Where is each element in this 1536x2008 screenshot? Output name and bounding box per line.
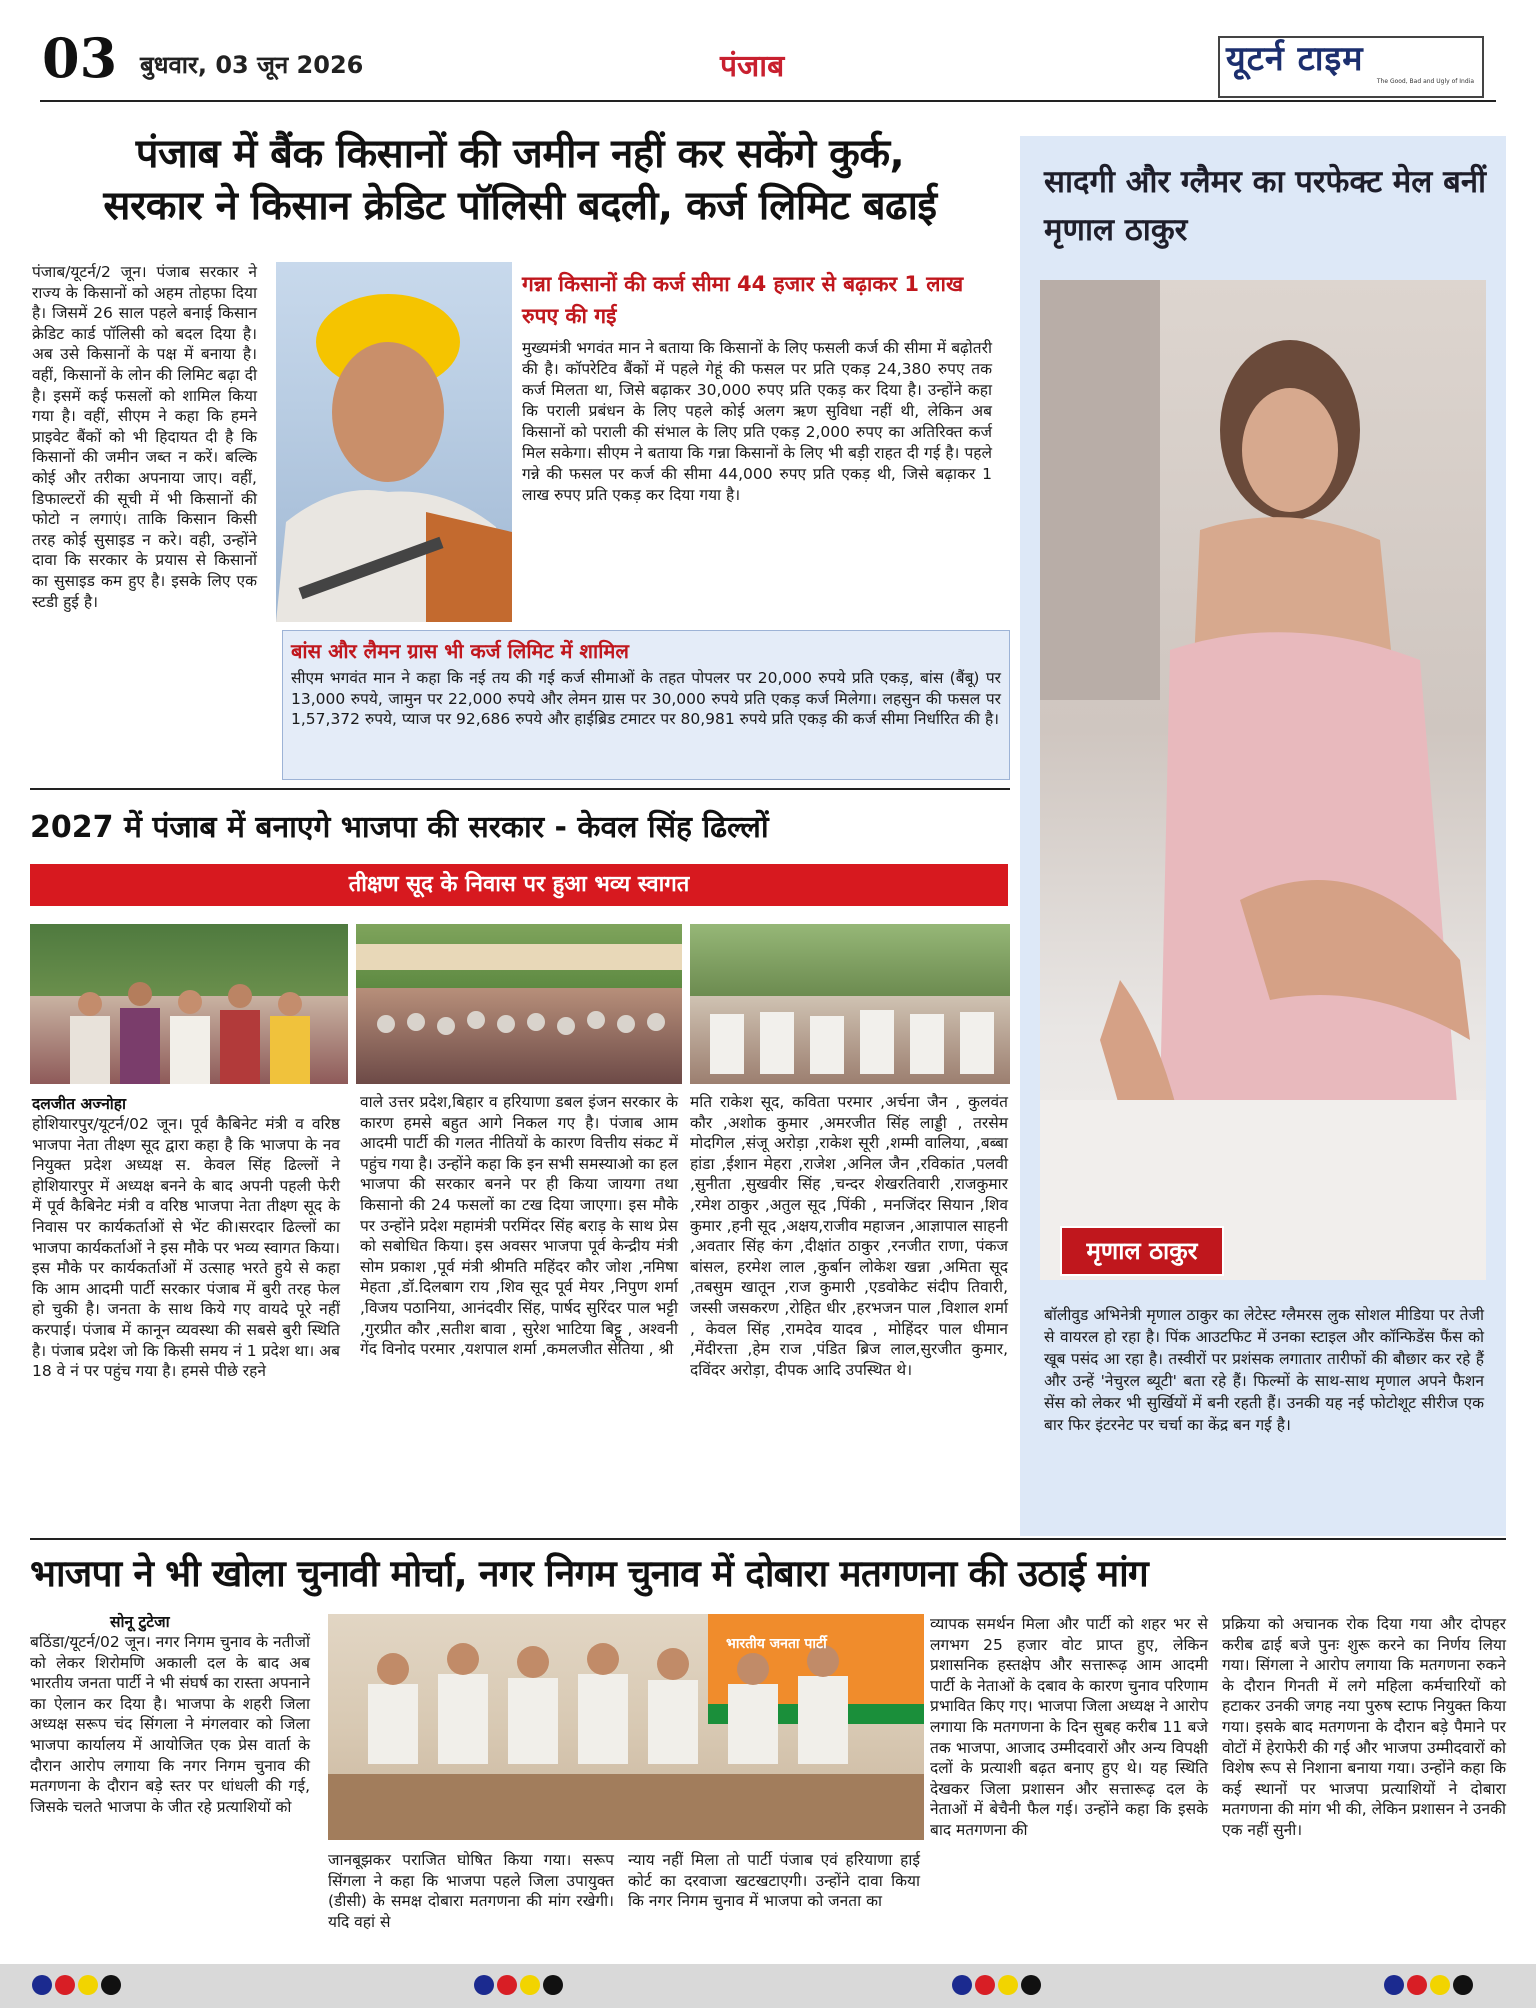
story2-col2: वाले उत्तर प्रदेश,बिहार व हरियाणा डबल इंजन सरकार के कारण हमसे बहुत आगे निकल गए है। पंजाब आम आदमी पार्टी की गलत नीतियों के कारण वित्तीय संकट में पहुंच गया है। उन्होंने कहा कि इन सभी समस्याओ का हल भाजपा की सरकार बनने पर ही किया जायगा तथा किसानो की 24 फसलों का टख दिया जाएगा। इस मौके पर उन्होंने प्रदेश महामंत्री परमिंदर सिंह बराड़ के साथ प्रेस को सबोधित किया। इस अवसर भाजपा पूर्व केन्द्रीय मंत्री सोम प्रकाश ,पूर्व मंत्री श्रीमति महिंदर कौर जोश ,नमिषा मेहता ,डॉ.दिलबाग राय ,शिव सूद पूर्व मेयर ,निपुण शर्मा ,विजय पठानिया, आनंदवीर सिंह, पार्षद सुरिंदर पाल भट्टी ,गुरप्रीत कौर ,सतीश बावा , सुरेश भाटिया बिट्टू , अश्वनी गेंद विनोद परमार ,यशपाल शर्मा ,कमलजीत सेतिया , श्री (360, 1093, 678, 1359)
story1-headline (30, 128, 1010, 232)
page-header (0, 0, 1536, 108)
story1-sub1-heading: गन्ना किसानों की कर्ज सीमा 44 हजार से बढ़ाकर 1 लाख रुपए की गई (522, 272, 964, 328)
story2-banner-text: तीक्षण सूद के निवास पर हुआ भव्य स्वागत (348, 872, 690, 897)
section-name: पंजाब (720, 49, 785, 84)
story1-rule (30, 788, 1010, 790)
page-number: 03 (42, 26, 118, 90)
story1-headline-line2: सरकार ने किसान क्रेडिट पॉलिसी बदली, कर्ज लिमिट बढाई (103, 183, 937, 229)
event-photo-2-illustration (356, 924, 682, 1084)
header-rule (40, 100, 1496, 102)
loan-limit-box (282, 630, 1010, 780)
story2-banner (30, 864, 1008, 906)
cm-photo-illustration (276, 262, 512, 622)
story1-headline-line1: पंजाब में बैंक किसानों की जमीन नहीं कर सकेंगे कुर्क, (135, 131, 905, 177)
registration-dots-2 (474, 1975, 566, 1999)
story1-col1: पंजाब/यूटर्न/2 जून। पंजाब सरकार ने राज्य के किसानों को अहम तोहफा दिया है। जिसमें 26 साल पहले बनाई किसान क्रेडिट कार्ड पॉलिसी को बदल दिया है। अब उसे किसानों के पक्ष में बनाया है। वहीं, किसानों के लोन की लिमिट बढ़ा दी है। इसमें कई फसलों को शामिल किया गया है। वहीं, सीएम ने कहा कि हमने प्राइवेट बैंकों को भी हिदायत दी है कि किसानों की जमीन जब्त न करें। बल्कि कोई और तरीका अपनाया जाए। वहीं, डिफाल्टरों की सूची में भी किसानों की फोटो न लगाएं। ताकि किसान किसी तरह कोई सुसाइड न करे। वही, उन्होंने दावा कि सरकार के प्रयास से किसानों का सुसाइड कम हुए है। इसके लिए एक स्टडी हुई है। (32, 263, 257, 611)
story3-col3: न्याय नहीं मिला तो पार्टी पंजाब एवं हरियाणा हाई कोर्ट का दरवाजा खटखटाएगी। उन्होंने दावा किया कि नगर निगम चुनाव में भाजपा को जनता का (628, 1851, 920, 1911)
story1-sub1-text: मुख्यमंत्री भगवंत मान ने बताया कि किसानों के लिए फसली कर्ज की सीमा में बढ़ोतरी की है। कॉपरेटिव बैंकों में पहले गेहूं की फसल पर प्रति एकड़ 24,380 रुपए तक कर्ज मिलता था, जिसे बढ़ाकर 30,000 रुपए प्रति एकड़ कर दिया है। उन्होंने कहा कि पराली प्रबंधन के लिए पहले कोई अलग ऋण सुविधा नहीं थी, लेकिन अब किसानों को पराली की संभाल के लिए प्रति एकड़ 2,000 रुपए का अतिरिक्त कर्ज मिल सकेगा। सीएम ने बताया कि गन्ना किसानों के लिए भी बड़ी राहत दी गई है। पहले गन्ने की फसल पर कर्ज की सीमा 44,000 रुपए प्रति एकड़ थी, जिसे बढ़ाकर 1 लाख रुपए प्रति एकड़ कर दिया गया है। (522, 339, 992, 504)
story3-col2: जानबूझकर पराजित घोषित किया गया। सरूप सिंगला ने कहा कि भाजपा पहले जिला उपायुक्त (डीसी) के समक्ष दोबारा मतगणना की मांग रखेगी। यदि वहां से (328, 1851, 614, 1931)
story3-headline: भाजपा ने भी खोला चुनावी मोर्चा, नगर निगम चुनाव में दोबारा मतगणना की उठाई मांग (30, 1552, 1148, 1595)
story2-col1: होशियारपुर/यूटर्न/02 जून। पूर्व कैबिनेट मंत्री व वरिष्ठ भाजपा नेता तीक्ष्ण सूद द्वारा कहा है कि भाजपा के नव नियुक्त प्रदेश अध्यक्ष स. केवल सिंह ढिल्लों ने होशियारपुर में अध्यक्ष बनने के बाद अपनी पहली फेरी में पूर्व कैबिनेट मंत्री व वरिष्ठ भाजपा नेता तीक्ष्ण सूद के निवास पर कार्यकर्ताओं से भेंट की।सरदार ढिल्लों का भाजपा कार्यकर्ताओं ने इस मौके पर भव्य स्वागत किया। इस मौके पर कार्यकर्ताओं में उत्साह भरते हुये से कहा कि आम आदमी पार्टी सरकार पंजाब में बुरी तरह फेल हो चुकी है। जनता के साथ किये गए वायदे पूरे नहीं करपाई। पंजाब में कानून व्यवस्था की सबसे बुरी स्थिति है। पंजाब प्रदेश जो कि किसी समय नं 1 प्रदेश था। अब 18 वे नं पर पहुंच गया है। हमसे पीछे रहने (32, 1115, 340, 1381)
story3-byline: सोनू टुटेजा (110, 1613, 170, 1631)
press-photo-illustration (328, 1614, 924, 1840)
issue-date: बुधवार, 03 जून 2026 (140, 51, 364, 79)
registration-dots-4 (1384, 1975, 1476, 1999)
event-photo-3-illustration (690, 924, 1010, 1084)
logo-text: यूटर्न टाइम (1226, 39, 1364, 79)
actress-name-tag-text: मृणाल ठाकुर (1086, 1237, 1198, 1265)
story2-byline: दलजीत अज्नोहा (32, 1095, 127, 1113)
sidebar-text: बॉलीवुड अभिनेत्री मृणाल ठाकुर का लेटेस्ट ग्लैमरस लुक सोशल मीडिया पर तेजी से वायरल हो रहा है। पिंक आउटफिट में उनका स्टाइल और कॉन्फिडेंस फैंस को खूब पसंद आ रहा है। तस्वीरों पर प्रशंसक लगातार तारीफों की बौछार कर रहे हैं और उन्हें 'नेचुरल ब्यूटी' बता रहे हैं। फिल्मों के साथ-साथ मृणाल अपने फैशन सेंस को लेकर भी सुर्खियों में बनी रहती हैं। उनकी यह नई फोटोशूट सीरीज एक बार फिर इंटरनेट पर चर्चा का केंद्र बन गई है। (1044, 1306, 1484, 1434)
sidebar-title: सादगी और ग्लैमर का परफेक्ट मेल बनीं मृणाल ठाकुर (1044, 164, 1487, 248)
press-photo (328, 1614, 924, 1840)
story3-col1: बठिंडा/यूटर्न/02 जून। नगर निगम चुनाव के नतीजों को लेकर शिरोमणि अकाली दल के बाद अब भारतीय जनता पार्टी ने भी संघर्ष का रास्ता अपनाने का ऐलान कर दिया है। भाजपा के शहरी जिला अध्यक्ष सरूप चंद सिंगला ने मंगलवार को जिला भाजपा कार्यालय में आयोजित एक प्रेस वार्ता के दौरान आरोप लगाया कि नगर निगम चुनाव की मतगणना के दौरान बड़े स्तर पर धांधली की गई, जिसके चलते भाजपा के जीत रहे प्रत्याशियों को (30, 1633, 310, 1816)
story2-col3: मति राकेश सूद, कविता परमार ,अर्चना जैन , कुलवंत कौर ,अशोक कुमार ,अमरजीत सिंह लाड्डी , तरसेम मोदगिल ,संजू अरोड़ा ,राकेश सूरी ,शम्मी वालिया, ,बब्बा हांडा ,ईशान मेहरा ,राजेश ,अनिल जैन ,रविकांत ,पलवी ,सुनीता ,सुखवीर सिंह ,चन्दर शेखरतिवारी ,राजकुमार ,रमेश ठाकुर ,अतुल सूद ,पिंकी , मनजिंदर सियान ,शिव कुमार ,हनी सूद ,अक्षय,राजीव महाजन ,आज्ञापाल साहनी ,अवतार सिंह कंग ,दीक्षांत ठाकुर ,रनजीत राणा, पंकज बांसल, हरमेश लाल ,कुर्बान लोकेश खन्ना ,अमिता सूद ,तबसुम खातून ,राज कुमारी ,एडवोकेट संदीप तिवारी, जस्सी जसकरण ,रोहित धीर ,हरभजन पाल ,विशाल शर्मा , केवल सिंह ,रामदेव यादव , मोहिंदर पाल धीमान ,मेंदीरत्ता ,हेम राज ,पंडित ब्रिज लाल,सुरजीत कुमार, दविंदर अरोड़ा, दीपक आदि उपस्थित थे। (690, 1093, 1008, 1379)
event-photo-1-illustration (30, 924, 348, 1084)
loan-limit-box-text: सीएम भगवंत मान ने कहा कि नई तय की गई कर्ज सीमाओं के तहत पोपलर पर 20,000 रुपये प्रति एकड़, बांस (बैंबू) पर 13,000 रुपये, जामुन पर 22,000 रुपये और लेमन ग्रास पर 30,000 रुपये प्रति एकड़ कर्ज मिलेगा। लहसुन की फसल पर 1,57,372 रुपये, प्याज पर 92,686 रुपये और हाईब्रिड टमाटर पर 80,981 रुपये प्रति एकड़ की कर्ज सीमा निर्धारित की है। (291, 669, 1001, 729)
cm-photo (276, 262, 512, 622)
story3-col4: व्यापक समर्थन मिला और पार्टी को शहर भर से लगभग 25 हजार वोट प्राप्त हुए, लेकिन प्रशासनिक हस्तक्षेप और सत्तारूढ़ आम आदमी पार्टी के नेताओं के दबाव के कारण चुनाव परिणाम प्रभावित किए गए। भाजपा जिला अध्यक्ष ने आरोप लगाया कि मतगणना के दिन सुबह करीब 11 बजे तक भाजपा, आजाद उम्मीदवारों और अन्य विपक्षी दलों के प्रत्याशी बढ़त बनाए हुए थे। यह स्थिति देखकर जिला प्रशासन और सत्तारूढ़ दल के नेताओं में बेचैनी फैल गई। उन्होंने कहा कि इसके बाद मतगणना की (930, 1615, 1208, 1839)
loan-limit-box-heading: बांस और लैमन ग्रास भी कर्ज लिमिट में शामिल (291, 639, 629, 663)
registration-dots-1 (32, 1975, 124, 1999)
actress-photo (1040, 280, 1486, 1280)
actress-name-tag (1060, 1226, 1224, 1276)
actress-photo-illustration (1040, 280, 1486, 1280)
logo-tagline: The Good, Bad and Ugly of India (1376, 78, 1474, 85)
event-photo-1 (30, 924, 348, 1084)
footer-strip (0, 1964, 1536, 2008)
event-photo-3 (690, 924, 1010, 1084)
middle-rule (30, 1538, 1506, 1540)
registration-dots-3 (952, 1975, 1044, 1999)
masthead-logo (1218, 36, 1484, 98)
story2-headline: 2027 में पंजाब में बनाएगे भाजपा की सरकार - केवल सिंह ढिल्लों (30, 810, 769, 845)
story3-col5: प्रक्रिया को अचानक रोक दिया गया और दोपहर करीब ढाई बजे पुनः शुरू करने का निर्णय लिया गया। सिंगला ने आरोप लगाया कि मतगणना रुकने के दौरान गिनती में लगे महिला कर्मचारियों को हटाकर उनकी जगह नया पुरुष स्टाफ नियुक्त किया गया। इसके बाद मतगणना के दौरान बड़े पैमाने पर वोटों में हेराफेरी की गई और भाजपा उम्मीदवारों को विशेष रूप से निशाना बनाया गया। उन्होंने कहा कि कई स्थानों पर भाजपा प्रत्याशियों ने दोबारा मतगणना की मांग भी की, लेकिन प्रशासन ने उनकी एक नहीं सुनी। (1222, 1615, 1506, 1839)
event-photo-2 (356, 924, 682, 1084)
press-photo-banner: भारतीय जनता पार्टी (726, 1636, 827, 1652)
